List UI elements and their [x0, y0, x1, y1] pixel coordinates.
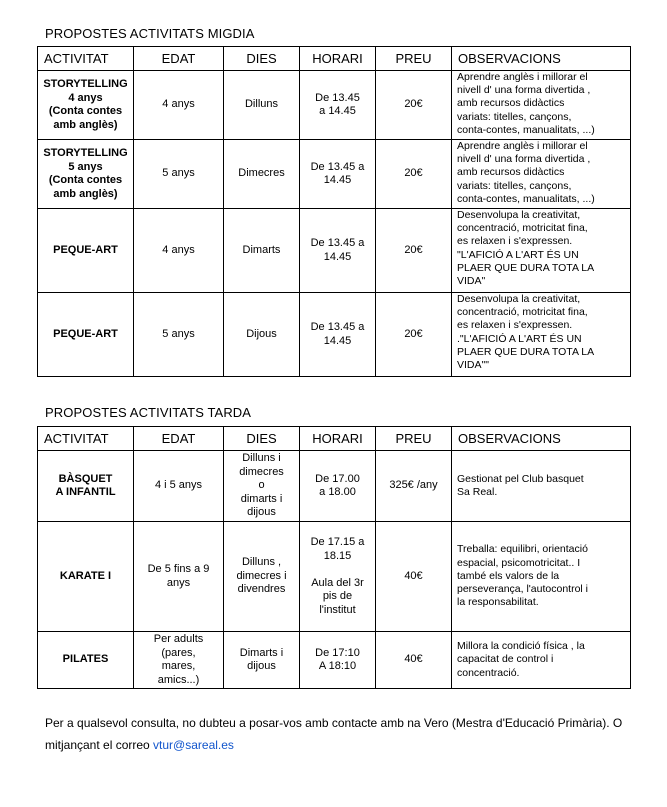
- days-cell-line: Dilluns i: [242, 452, 281, 465]
- age-cell-line: Per adults: [153, 633, 204, 645]
- age-cell-line: amics...): [157, 673, 200, 686]
- schedule-cell-line: De 13.45 a: [310, 237, 365, 249]
- notes-cell-line: conta-contes, manualitats, ...): [457, 192, 595, 205]
- age-cell: 5 anys: [134, 140, 224, 209]
- midday-header-row: [38, 47, 631, 71]
- notes-cell-line: amb recursos didàctics: [457, 166, 565, 179]
- activity-cell: [38, 522, 134, 632]
- header-dies: DIES: [224, 47, 300, 71]
- notes-cell-line: ."L'AFICIÓ A L'ART ÉS UN: [457, 332, 582, 345]
- header-edat: EDAT: [134, 427, 224, 451]
- table-row: [38, 140, 631, 209]
- notes-cell-line: VIDA": [457, 275, 486, 288]
- activity-cell-line: KARATE I: [59, 569, 112, 582]
- age-cell-line: 4 i 5 anys: [154, 479, 203, 492]
- days-cell-line: Dilluns ,: [241, 556, 282, 569]
- age-cell: 4 anys: [134, 71, 224, 140]
- days-cell: [224, 522, 300, 632]
- activity-cell: [38, 451, 134, 522]
- activity-cell-line: amb anglès): [53, 118, 118, 131]
- age-cell: 4 anys: [134, 209, 224, 293]
- days-cell: Dimecres: [224, 140, 300, 209]
- activity-cell-line: PILATES: [62, 653, 109, 666]
- activity-cell: [38, 632, 134, 689]
- notes-cell: [452, 140, 631, 209]
- days-cell-line: Dimarts i: [239, 646, 284, 659]
- table-row: [38, 71, 631, 140]
- schedule-cell-line: a 18.00: [319, 486, 356, 498]
- schedule-cell-line: De 17:10: [315, 646, 360, 659]
- notes-cell-line: també els valors de la: [457, 569, 560, 582]
- notes-cell-line: nivell d' una forma divertida ,: [457, 84, 591, 97]
- activity-cell: [38, 140, 134, 209]
- activity-cell-line: PEQUE-ART: [53, 327, 118, 340]
- notes-cell-line: variats: titelles, cançons,: [457, 110, 572, 123]
- notes-cell-line: nivell d' una forma divertida ,: [457, 153, 591, 166]
- schedule-cell-line: Aula del 3r: [311, 576, 364, 589]
- activity-cell-line: STORYTELLING: [43, 147, 128, 159]
- days-cell: Dijous: [224, 293, 300, 377]
- notes-cell: [452, 522, 631, 632]
- days-cell-line: divendres: [237, 583, 286, 596]
- days-cell: [224, 632, 300, 689]
- contact-email-link[interactable]: vtur@sareal.es: [153, 738, 234, 752]
- days-cell-line: dijous: [247, 506, 276, 519]
- activity-cell-line: A INFANTIL: [55, 486, 116, 498]
- afternoon-activities-table: [37, 426, 631, 689]
- schedule-cell-line: De 17.15 a: [310, 536, 365, 548]
- age-cell: [134, 522, 224, 632]
- notes-cell-line: conta-contes, manualitats, ...): [457, 123, 595, 136]
- activity-cell-line: STORYTELLING: [43, 78, 128, 90]
- notes-cell-line: concentració.: [457, 666, 520, 679]
- age-cell: 5 anys: [134, 293, 224, 377]
- age-cell-line: mares,: [161, 660, 196, 672]
- notes-cell-line: variats: titelles, cançons,: [457, 179, 572, 192]
- age-cell-line: De 5 fins a 9: [147, 563, 210, 575]
- notes-cell: [452, 71, 631, 140]
- activity-cell: [38, 293, 134, 377]
- notes-cell: [452, 293, 631, 377]
- age-cell: [134, 451, 224, 522]
- notes-cell-line: perseverança, l'autocontrol i: [457, 583, 588, 596]
- schedule-cell-line: 18.15: [323, 549, 352, 562]
- days-cell: [224, 451, 300, 522]
- contact-text: Per a qualsevol consulta, no dubteu a posar-vos amb contacte amb na Vero (Mestra d'Educació Primària). O mitjançant el correo: [45, 716, 623, 752]
- schedule-cell: [300, 451, 376, 522]
- notes-cell-line: Aprendre anglès i millorar el: [457, 71, 588, 83]
- days-cell: Dilluns: [224, 71, 300, 140]
- schedule-cell: [300, 71, 376, 140]
- notes-cell-line: es relaxen i s'expressen.: [457, 235, 573, 248]
- schedule-cell-line: 14.45: [323, 250, 352, 263]
- schedule-cell: [300, 632, 376, 689]
- price-cell: 20€: [376, 71, 452, 140]
- midday-activities-table: [37, 46, 631, 377]
- schedule-cell-line: De 13.45 a: [310, 321, 365, 333]
- activity-cell-line: 5 anys: [68, 160, 103, 173]
- schedule-cell-line: De 13.45: [315, 91, 360, 104]
- table-row: [38, 522, 631, 632]
- activity-cell-line: (Conta contes: [48, 105, 123, 117]
- activity-cell: [38, 71, 134, 140]
- schedule-cell-line: pis de: [322, 590, 353, 602]
- days-cell-line: dimarts i: [240, 492, 283, 505]
- age-cell-line: (pares,: [161, 646, 196, 659]
- notes-cell: [452, 209, 631, 293]
- table-row: [38, 451, 631, 522]
- price-cell: 20€: [376, 209, 452, 293]
- schedule-cell-line: De 17.00: [315, 472, 360, 485]
- notes-cell-line: es relaxen i s'expressen.: [457, 319, 573, 332]
- schedule-cell-line: De 13.45 a: [310, 160, 365, 173]
- notes-cell-line: Aprendre anglès i millorar el: [457, 140, 588, 152]
- afternoon-header-row: [38, 427, 631, 451]
- activity-cell-line: amb anglès): [53, 187, 118, 200]
- notes-cell-line: Desenvolupa la creativitat,: [457, 209, 581, 221]
- schedule-cell: [300, 140, 376, 209]
- notes-cell-line: concentració, motricitat fina,: [457, 306, 588, 319]
- header-activitat: ACTIVITAT: [38, 427, 134, 451]
- midday-section-title: PROPOSTES ACTIVITATS MIGDIA: [45, 26, 255, 41]
- schedule-cell-line: 14.45: [323, 174, 352, 186]
- price-cell: 20€: [376, 293, 452, 377]
- header-preu: PREU: [376, 427, 452, 451]
- notes-cell-line: Desenvolupa la creativitat,: [457, 293, 581, 305]
- schedule-cell-line: l'institut: [319, 603, 356, 616]
- notes-cell-line: Millora la condició física , la: [457, 640, 585, 653]
- notes-cell-line: PLAER QUE DURA TOTA LA: [457, 261, 595, 274]
- header-horari: HORARI: [300, 47, 376, 71]
- header-dies: DIES: [224, 427, 300, 451]
- days-cell-line: dimecres: [239, 465, 284, 478]
- days-cell-line: dijous: [247, 660, 276, 672]
- table-row: [38, 209, 631, 293]
- price-cell: 40€: [376, 522, 452, 632]
- schedule-cell: [300, 522, 376, 632]
- schedule-cell-line: [302, 563, 373, 577]
- header-edat: EDAT: [134, 47, 224, 71]
- header-observacions: OBSERVACIONS: [452, 427, 631, 451]
- notes-cell-line: concentració, motricitat fina,: [457, 222, 588, 235]
- activity-cell-line: PEQUE-ART: [53, 243, 118, 256]
- notes-cell-line: PLAER QUE DURA TOTA LA: [457, 345, 595, 358]
- header-observacions: OBSERVACIONS: [452, 47, 631, 71]
- afternoon-section-title: PROPOSTES ACTIVITATS TARDA: [45, 405, 252, 420]
- schedule-cell-line: a 14.45: [319, 105, 356, 117]
- table-row: [38, 632, 631, 689]
- notes-cell-line: "L'AFICIÓ A L'ART ÉS UN: [457, 248, 579, 261]
- notes-cell: [452, 632, 631, 689]
- notes-cell-line: VIDA"": [457, 359, 489, 372]
- notes-cell-line: Gestionat pel Club basquet: [457, 472, 584, 485]
- notes-cell-line: la responsabilitat.: [457, 596, 539, 609]
- header-preu: PREU: [376, 47, 452, 71]
- notes-cell-line: espacial, psicomotricitat.. I: [457, 556, 581, 569]
- table-row: [38, 293, 631, 377]
- notes-cell-line: amb recursos didàctics: [457, 97, 565, 110]
- price-cell: 325€ /any: [376, 451, 452, 522]
- header-horari: HORARI: [300, 427, 376, 451]
- price-cell: 40€: [376, 632, 452, 689]
- notes-cell-line: Sa Real.: [457, 486, 498, 498]
- schedule-cell-line: 14.45: [323, 334, 352, 347]
- contact-note: [45, 712, 625, 756]
- days-cell-line: o: [258, 479, 265, 492]
- notes-cell: [452, 451, 631, 522]
- notes-cell-line: capacitat de control i: [457, 653, 554, 666]
- age-cell: [134, 632, 224, 689]
- activity-cell-line: 4 anys: [68, 91, 103, 104]
- schedule-cell: [300, 209, 376, 293]
- days-cell-line: dimecres i: [236, 569, 287, 582]
- activity-cell-line: (Conta contes: [48, 174, 123, 186]
- header-activitat: ACTIVITAT: [38, 47, 134, 71]
- schedule-cell: [300, 293, 376, 377]
- activity-cell-line: BÀSQUET: [58, 472, 113, 485]
- notes-cell-line: Treballa: equilibri, orientació: [457, 543, 588, 556]
- age-cell-line: anys: [166, 576, 191, 589]
- days-cell: Dimarts: [224, 209, 300, 293]
- schedule-cell-line: A 18:10: [318, 660, 357, 672]
- activity-cell: [38, 209, 134, 293]
- price-cell: 20€: [376, 140, 452, 209]
